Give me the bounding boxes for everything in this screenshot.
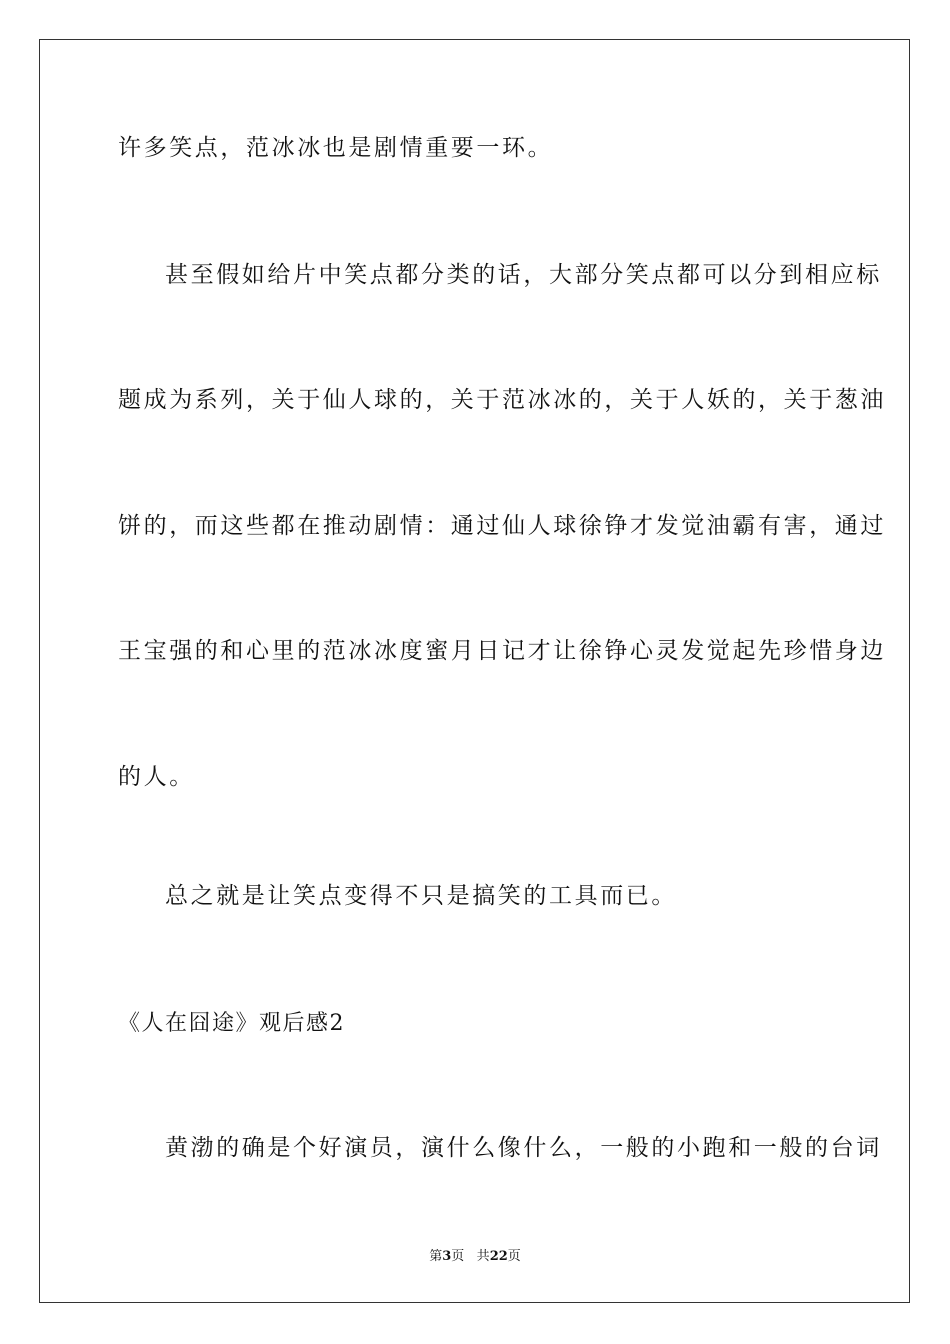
paragraph-line: 饼的，而这些都在推动剧情：通过仙人球徐铮才发觉油霸有害，通过 — [118, 513, 886, 539]
section-heading: 《人在囧途》观后感2 — [118, 1011, 345, 1036]
paragraph-line: 总之就是让笑点变得不只是搞笑的工具而已。 — [165, 883, 677, 909]
paragraph-line: 许多笑点，范冰冰也是剧情重要一环。 — [118, 135, 554, 161]
paragraph-line: 的人。 — [118, 764, 195, 790]
page-prefix: 第 — [429, 1249, 443, 1264]
page-number: 3 — [442, 1249, 452, 1264]
paragraph-line: 甚至假如给片中笑点都分类的话，大部分笑点都可以分到相应标 — [165, 262, 882, 288]
total-suffix: 页 — [507, 1249, 521, 1264]
page-border — [39, 39, 910, 1303]
paragraph-line: 王宝强的和心里的范冰冰度蜜月日记才让徐铮心灵发觉起先珍惜身边 — [118, 638, 886, 664]
paragraph-line: 题成为系列，关于仙人球的，关于范冰冰的，关于人妖的，关于葱油 — [118, 387, 886, 413]
total-pages: 22 — [489, 1249, 508, 1264]
page-suffix: 页 — [451, 1249, 465, 1264]
page-footer — [0, 1248, 950, 1266]
total-prefix: 共 — [476, 1249, 490, 1264]
paragraph-line: 黄渤的确是个好演员，演什么像什么，一般的小跑和一般的台词 — [165, 1135, 882, 1161]
